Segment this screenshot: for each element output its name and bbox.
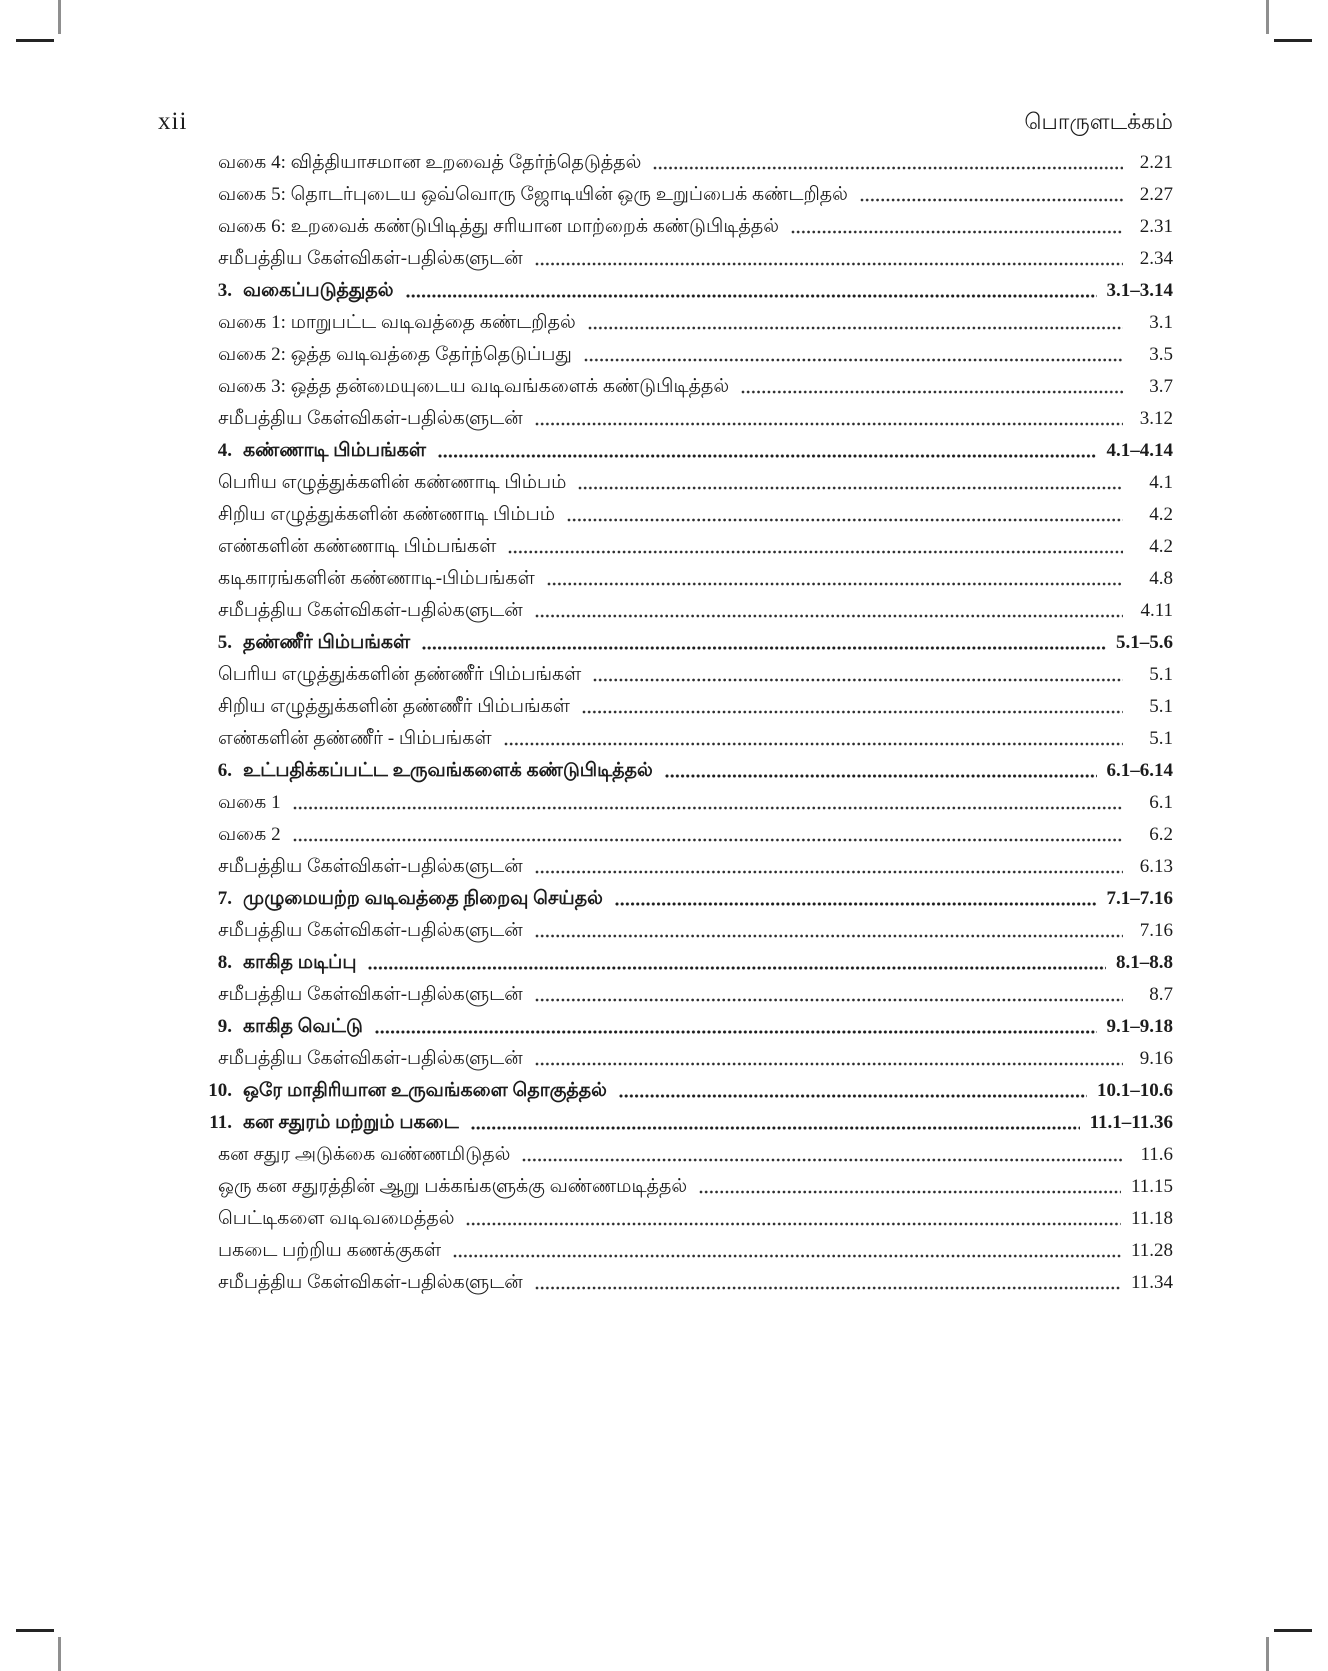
toc-entry-row [182, 1171, 1173, 1203]
toc-entry-page: 7.16 [1139, 920, 1173, 941]
dotted-leader [438, 454, 1096, 458]
dotted-leader [582, 710, 1123, 714]
toc-entry-title: சிறிய எழுத்துக்களின் கண்ணாடி பிம்பம் [218, 504, 556, 525]
toc-entry-title: வகை 5: தொடர்புடைய ஒவ்வொரு ஜோடியின் ஒரு உறுப்பைக் கண்டறிதல் [218, 184, 848, 205]
crop-mark-top-left-horizontal [16, 39, 54, 42]
toc-entry-title: காகித மடிப்பு [243, 952, 357, 973]
toc-section-row [182, 1107, 1173, 1139]
crop-mark-top-right-horizontal [1274, 39, 1312, 42]
toc-entry-title: வகை 4: வித்தியாசமான உறவைத் தேர்ந்தெடுத்தல் [218, 152, 642, 173]
dotted-leader [619, 1094, 1087, 1098]
dotted-leader [422, 646, 1106, 650]
dotted-leader [504, 742, 1123, 746]
toc-entry-row [182, 1235, 1173, 1267]
toc-entry-row [182, 595, 1173, 627]
toc-entry-page: 4.8 [1149, 568, 1173, 589]
toc-entry-page: 3.5 [1149, 344, 1173, 365]
dotted-leader [535, 1286, 1121, 1290]
toc-entry-title: கன சதுர அடுக்கை வண்ணமிடுதல் [218, 1144, 511, 1165]
toc-entry-title: கடிகாரங்களின் கண்ணாடி-பிம்பங்கள் [218, 568, 535, 589]
toc-entry-page: 9.16 [1139, 1048, 1173, 1069]
toc-entry-page: 7.1–7.16 [1106, 888, 1173, 909]
toc-entry-page: 4.2 [1149, 536, 1173, 557]
toc-entry-title: உட்பதிக்கப்பட்ட உருவங்களைக் கண்டுபிடித்தல் [243, 760, 653, 781]
toc-section-row [182, 627, 1173, 659]
toc-entry-page: 11.15 [1130, 1176, 1173, 1197]
toc-entry-number: 10. [208, 1080, 232, 1101]
toc-entry-number: 5. [217, 632, 232, 653]
toc-entry-row [182, 467, 1173, 499]
dotted-leader [665, 774, 1097, 778]
dotted-leader [588, 326, 1123, 330]
dotted-leader [535, 614, 1123, 618]
dotted-leader [860, 198, 1123, 202]
toc-entry-page: 6.13 [1139, 856, 1173, 877]
toc-entry-number: 6. [217, 760, 232, 781]
toc-entry-row [182, 979, 1173, 1011]
dotted-leader [535, 998, 1123, 1002]
toc-entry-title: பெரிய எழுத்துக்களின் கண்ணாடி பிம்பம் [218, 472, 567, 493]
dotted-leader [615, 902, 1097, 906]
dotted-leader [741, 390, 1123, 394]
crop-mark-bottom-right-vertical [1266, 1637, 1269, 1671]
toc-entry-row [182, 499, 1173, 531]
toc-entry-page: 11.28 [1130, 1240, 1173, 1261]
toc-entry-title: கன சதுரம் மற்றும் பகடை [243, 1112, 459, 1133]
dotted-leader [547, 582, 1123, 586]
toc-section-row [182, 435, 1173, 467]
toc-section-row [182, 275, 1173, 307]
toc-entry-page: 9.1–9.18 [1106, 1016, 1173, 1037]
toc-entry-page: 5.1 [1149, 728, 1173, 749]
toc-entry-number: 8. [217, 952, 232, 973]
toc-entry-title: சமீபத்திய கேள்விகள்-பதில்களுடன் [218, 248, 523, 269]
toc-entry-row [182, 1139, 1173, 1171]
toc-entry-number: 3. [217, 280, 232, 301]
toc-entry-title: வகைப்படுத்துதல் [243, 280, 394, 301]
dotted-leader [535, 870, 1123, 874]
toc-entry-title: வகை 2 [218, 824, 281, 845]
toc-entry-page: 4.11 [1140, 600, 1173, 621]
toc-entry-page: 2.21 [1139, 152, 1173, 173]
toc-entry-page: 4.1–4.14 [1106, 440, 1173, 461]
toc-section-row [182, 1011, 1173, 1043]
crop-mark-bottom-left-horizontal [16, 1629, 54, 1632]
toc-entry-row [182, 307, 1173, 339]
toc-entry-page: 3.1–3.14 [1106, 280, 1173, 301]
toc-entry-page: 11.6 [1140, 1144, 1173, 1165]
dotted-leader [578, 486, 1123, 490]
dotted-leader [375, 1030, 1097, 1034]
dotted-leader [791, 230, 1123, 234]
toc-entry-title: சமீபத்திய கேள்விகள்-பதில்களுடன் [218, 984, 523, 1005]
table-of-contents [182, 147, 1173, 1299]
toc-entry-title: சமீபத்திய கேள்விகள்-பதில்களுடன் [218, 1272, 523, 1293]
dotted-leader [406, 294, 1097, 298]
toc-entry-row [182, 339, 1173, 371]
folio-number: xii [158, 108, 188, 135]
dotted-leader [522, 1158, 1123, 1162]
dotted-leader [653, 166, 1123, 170]
toc-entry-page: 5.1 [1149, 696, 1173, 717]
toc-entry-title: சமீபத்திய கேள்விகள்-பதில்களுடன் [218, 1048, 523, 1069]
toc-entry-title: சமீபத்திய கேள்விகள்-பதில்களுடன் [218, 408, 523, 429]
toc-entry-row [182, 531, 1173, 563]
dotted-leader [699, 1190, 1121, 1194]
toc-entry-page: 5.1–5.6 [1116, 632, 1173, 653]
dotted-leader [535, 422, 1123, 426]
dotted-leader [471, 1126, 1080, 1130]
toc-entry-row [182, 147, 1173, 179]
toc-entry-title: வகை 6: உறவைக் கண்டுபிடித்து சரியான மாற்றைக் கண்டுபிடித்தல் [218, 216, 779, 237]
toc-entry-page: 11.18 [1130, 1208, 1173, 1229]
crop-mark-top-right-vertical [1266, 0, 1269, 34]
toc-entry-page: 6.1 [1149, 792, 1173, 813]
toc-entry-page: 10.1–10.6 [1097, 1080, 1173, 1101]
dotted-leader [567, 518, 1123, 522]
toc-entry-title: எண்களின் கண்ணாடி பிம்பங்கள் [218, 536, 497, 557]
toc-entry-row [182, 819, 1173, 851]
toc-entry-number: 11. [209, 1112, 232, 1133]
toc-entry-row [182, 691, 1173, 723]
toc-entry-row [182, 1043, 1173, 1075]
toc-entry-title: வகை 2: ஒத்த வடிவத்தை தேர்ந்தெடுப்பது [218, 344, 572, 365]
toc-entry-title: பெரிய எழுத்துக்களின் தண்ணீர் பிம்பங்கள் [218, 664, 582, 685]
crop-mark-bottom-left-vertical [58, 1637, 61, 1671]
toc-entry-page: 2.27 [1139, 184, 1173, 205]
toc-entry-row [182, 403, 1173, 435]
page-header [158, 108, 1173, 138]
toc-entry-title: ஒரு கன சதுரத்தின் ஆறு பக்கங்களுக்கு வண்ணமடித்தல் [218, 1176, 688, 1197]
toc-entry-title: பகடை பற்றிய கணக்குகள் [218, 1240, 442, 1261]
toc-entry-title: பெட்டிகளை வடிவமைத்தல் [218, 1208, 455, 1229]
dotted-leader [453, 1254, 1121, 1258]
toc-entry-title: கண்ணாடி பிம்பங்கள் [243, 440, 427, 461]
toc-entry-page: 4.2 [1149, 504, 1173, 525]
dotted-leader [368, 966, 1106, 970]
toc-section-row [182, 1075, 1173, 1107]
toc-entry-title: முழுமையற்ற வடிவத்தை நிறைவு செய்தல் [243, 888, 603, 909]
toc-entry-page: 4.1 [1149, 472, 1173, 493]
toc-entry-row [182, 787, 1173, 819]
toc-section-row [182, 755, 1173, 787]
toc-entry-page: 11.1–11.36 [1089, 1112, 1173, 1133]
toc-entry-title: சமீபத்திய கேள்விகள்-பதில்களுடன் [218, 920, 523, 941]
crop-mark-top-left-vertical [58, 0, 61, 34]
dotted-leader [508, 550, 1123, 554]
toc-entry-row [182, 243, 1173, 275]
toc-entry-title: வகை 1: மாறுபட்ட வடிவத்தை கண்டறிதல் [218, 312, 576, 333]
toc-entry-page: 3.7 [1149, 376, 1173, 397]
toc-entry-row [182, 371, 1173, 403]
toc-entry-title: சமீபத்திய கேள்விகள்-பதில்களுடன் [218, 856, 523, 877]
toc-entry-title: வகை 1 [218, 792, 281, 813]
dotted-leader [535, 934, 1123, 938]
dotted-leader [293, 838, 1123, 842]
crop-mark-bottom-right-horizontal [1274, 1629, 1312, 1632]
toc-entry-row [182, 915, 1173, 947]
toc-entry-page: 3.1 [1149, 312, 1173, 333]
toc-entry-number: 9. [217, 1016, 232, 1037]
toc-entry-number: 7. [217, 888, 232, 909]
dotted-leader [593, 678, 1123, 682]
toc-entry-page: 8.1–8.8 [1116, 952, 1173, 973]
toc-entry-title: எண்களின் தண்ணீர் - பிம்பங்கள் [218, 728, 492, 749]
toc-entry-row [182, 211, 1173, 243]
toc-entry-row [182, 659, 1173, 691]
toc-entry-title: காகித வெட்டு [243, 1016, 363, 1037]
toc-entry-row [182, 1203, 1173, 1235]
dotted-leader [535, 1062, 1123, 1066]
dotted-leader [535, 262, 1123, 266]
toc-entry-page: 5.1 [1149, 664, 1173, 685]
toc-entry-title: ஒரே மாதிரியான உருவங்களை தொகுத்தல் [243, 1080, 607, 1101]
toc-entry-page: 11.34 [1130, 1272, 1173, 1293]
toc-entry-title: சிறிய எழுத்துக்களின் தண்ணீர் பிம்பங்கள் [218, 696, 570, 717]
toc-entry-row [182, 179, 1173, 211]
toc-entry-title: தண்ணீர் பிம்பங்கள் [243, 632, 411, 653]
toc-entry-page: 2.31 [1139, 216, 1173, 237]
toc-entry-page: 6.2 [1149, 824, 1173, 845]
toc-entry-page: 3.12 [1139, 408, 1173, 429]
toc-entry-row [182, 1267, 1173, 1299]
toc-entry-page: 2.34 [1139, 248, 1173, 269]
toc-entry-title: வகை 3: ஒத்த தன்மையுடைய வடிவங்களைக் கண்டுபிடித்தல் [218, 376, 730, 397]
toc-entry-row [182, 851, 1173, 883]
toc-section-row [182, 883, 1173, 915]
dotted-leader [466, 1222, 1120, 1226]
running-head: பொருளடக்கம் [1024, 109, 1173, 134]
dotted-leader [293, 806, 1123, 810]
dotted-leader [584, 358, 1123, 362]
toc-entry-row [182, 723, 1173, 755]
toc-entry-number: 4. [217, 440, 232, 461]
toc-entry-page: 8.7 [1149, 984, 1173, 1005]
toc-entry-page: 6.1–6.14 [1106, 760, 1173, 781]
toc-entry-title: சமீபத்திய கேள்விகள்-பதில்களுடன் [218, 600, 523, 621]
toc-section-row [182, 947, 1173, 979]
toc-entry-row [182, 563, 1173, 595]
